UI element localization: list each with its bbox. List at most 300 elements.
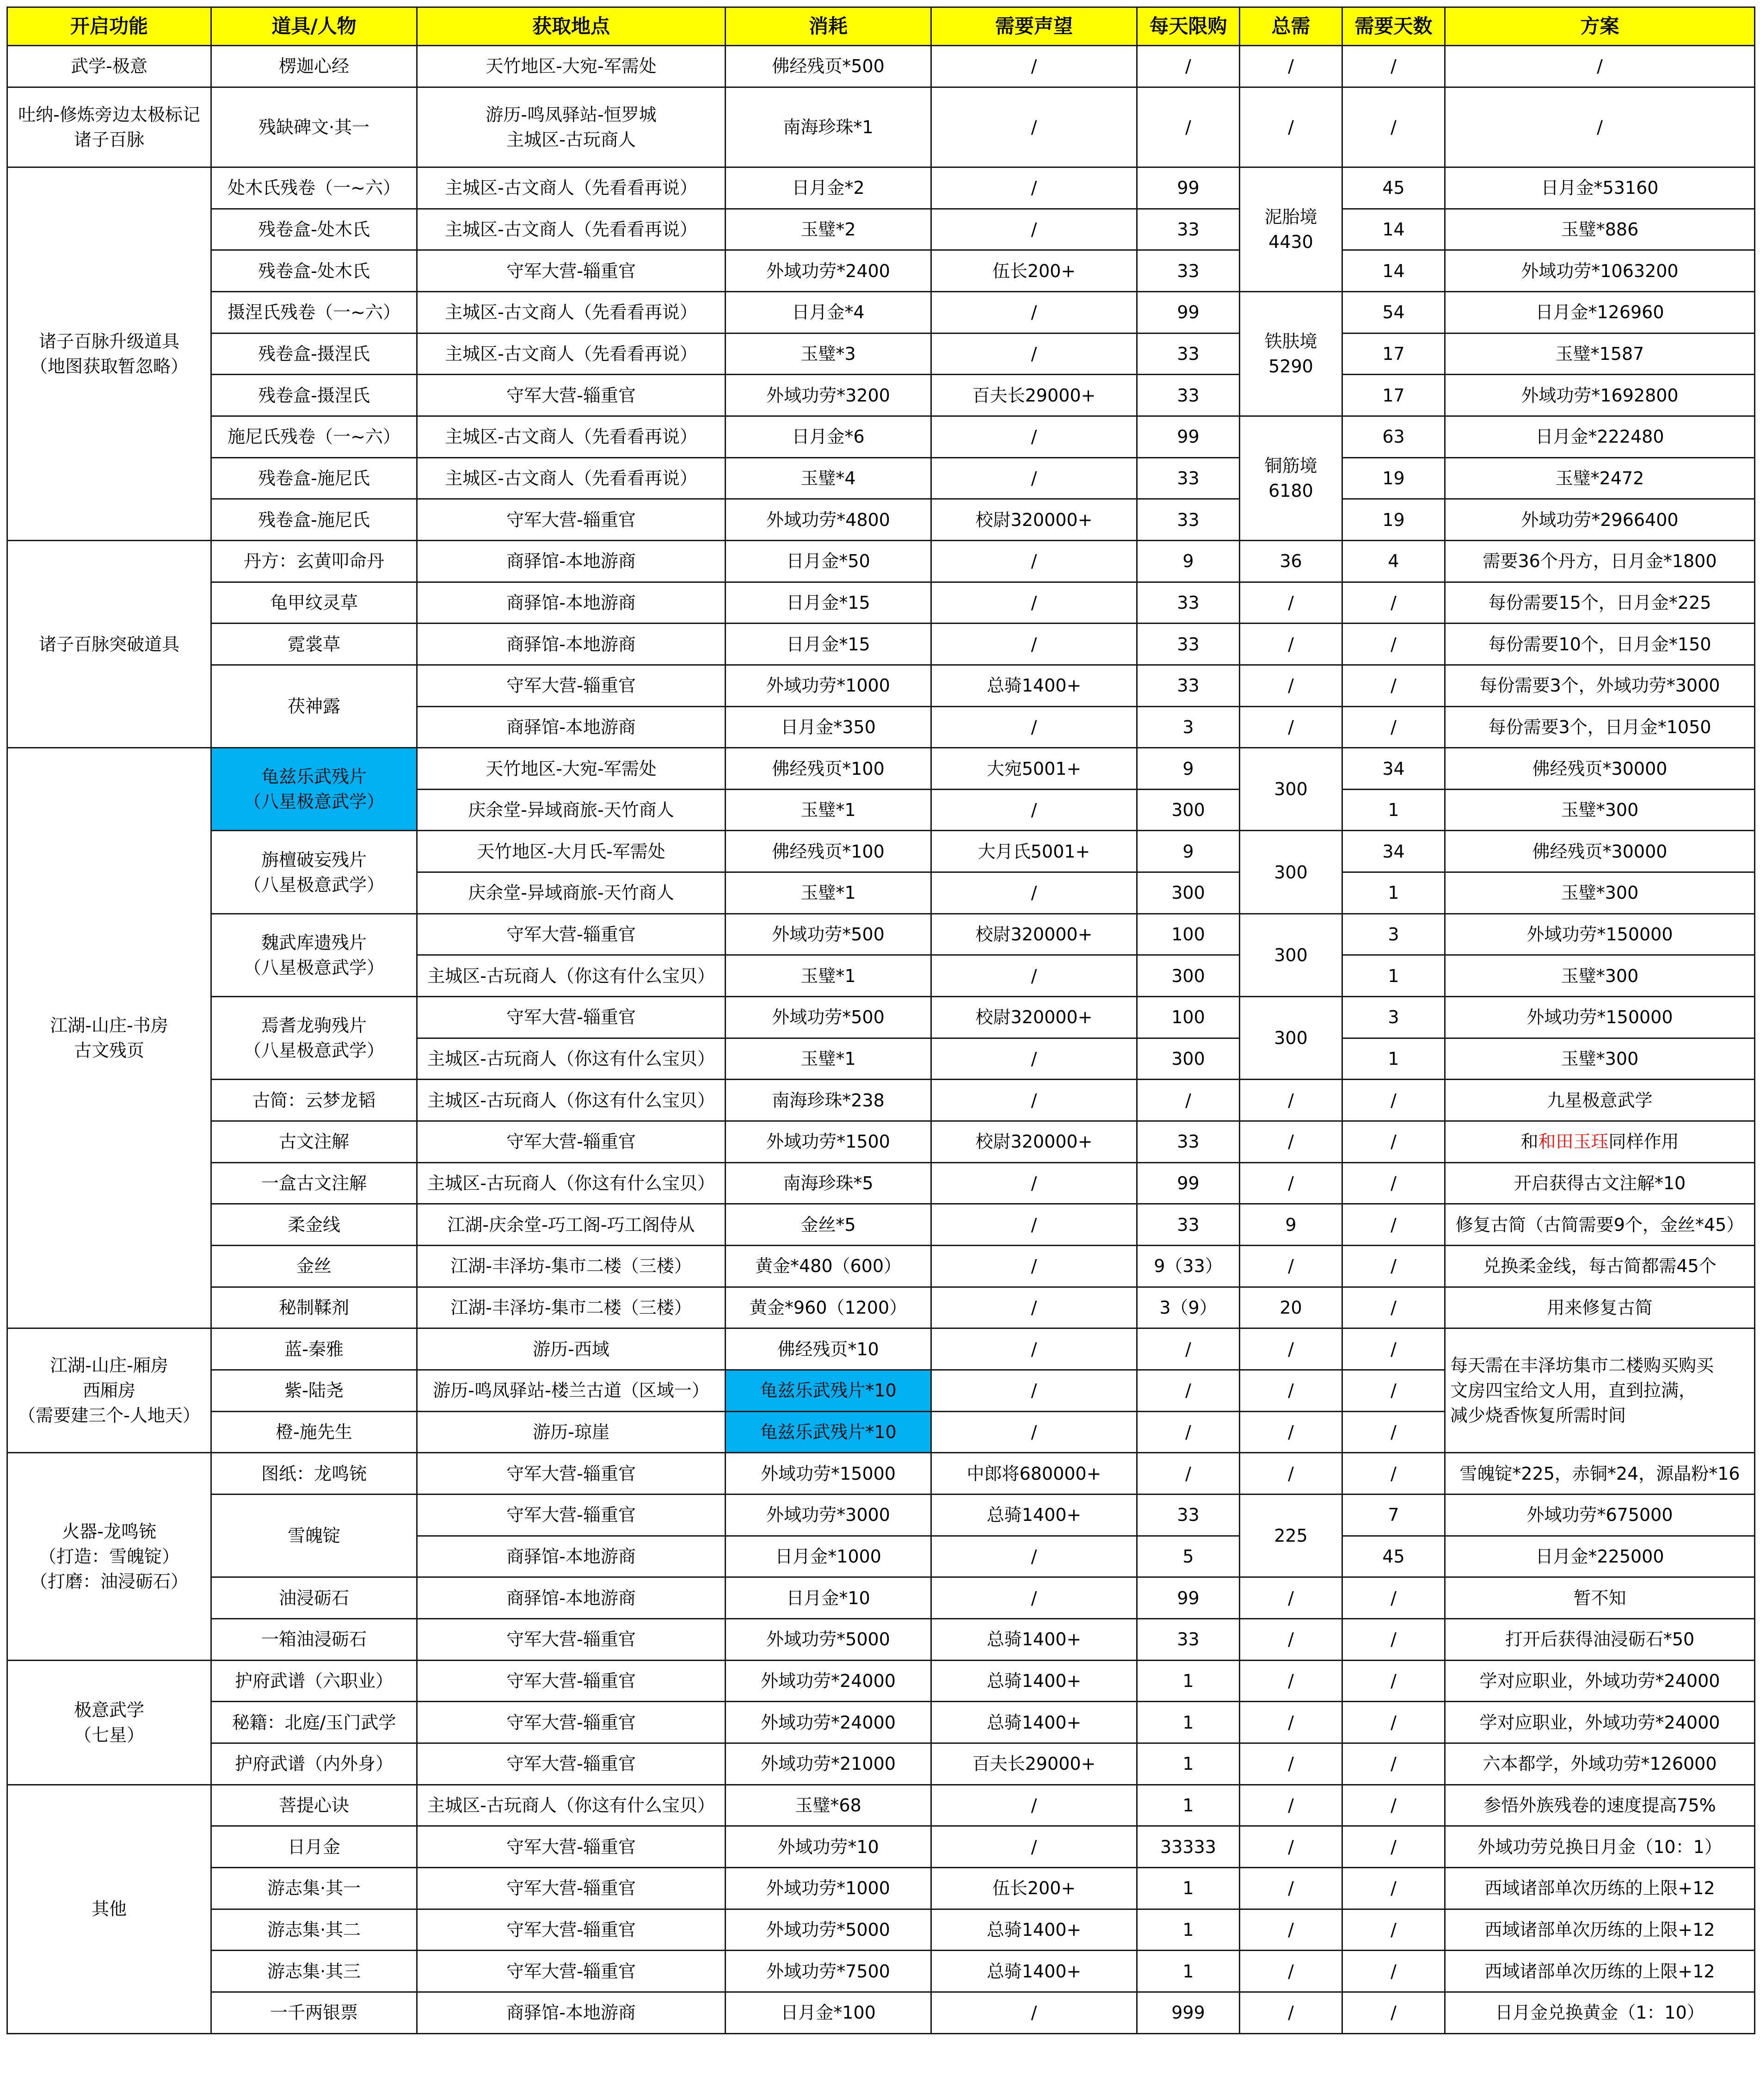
cell[interactable]: / [931, 1992, 1137, 2033]
cell[interactable]: 33 [1137, 333, 1240, 375]
cell[interactable]: / [1342, 1162, 1445, 1204]
cell[interactable]: / [1240, 1992, 1342, 2033]
cell[interactable]: 主城区-古玩商人（你这有什么宝贝） [417, 1162, 726, 1204]
cell[interactable]: 庆余堂-异域商旅-天竹商人 [417, 872, 726, 914]
cell[interactable]: 佛经残页*10 [726, 1328, 931, 1370]
cell[interactable]: 金丝*5 [726, 1204, 931, 1246]
cell[interactable]: 外域功劳*10 [726, 1826, 931, 1868]
cell[interactable]: 佛经残页*30000 [1445, 748, 1755, 790]
cell[interactable]: / [931, 1411, 1137, 1453]
cell[interactable]: 守军大营-辎重官 [417, 1702, 726, 1743]
cell[interactable]: 游志集·其二 [211, 1909, 417, 1951]
cell[interactable]: / [1240, 1867, 1342, 1909]
cell[interactable]: 学对应职业，外域功劳*24000 [1445, 1660, 1755, 1702]
cell[interactable]: / [1240, 1246, 1342, 1287]
cell[interactable]: 5 [1137, 1536, 1240, 1577]
cell[interactable]: 34 [1342, 748, 1445, 790]
cell[interactable]: 校尉320000+ [931, 997, 1137, 1038]
cell[interactable]: 游历-鸣凤驿站-恒罗城 主城区-古玩商人 [417, 87, 726, 167]
cell[interactable]: 雪魄锭*225，赤铜*24，源晶粉*16 [1445, 1453, 1755, 1495]
cell[interactable]: / [931, 540, 1137, 582]
cell[interactable]: 每份需要10个，日月金*150 [1445, 624, 1755, 665]
cell[interactable]: 佛经残页*100 [726, 748, 931, 790]
cell[interactable]: 4 [1342, 540, 1445, 582]
cell[interactable]: 99 [1137, 416, 1240, 457]
cell[interactable]: 日月金*126960 [1445, 291, 1755, 333]
cell[interactable]: 1 [1342, 1038, 1445, 1080]
cell[interactable]: 外域功劳*7500 [726, 1951, 931, 1992]
cell[interactable]: 兑换柔金线，每古简都需45个 [1445, 1246, 1755, 1287]
cell[interactable]: 9（33） [1137, 1246, 1240, 1287]
cell[interactable]: / [1240, 1660, 1342, 1702]
cell[interactable]: 游志集·其一 [211, 1867, 417, 1909]
cell[interactable]: / [931, 1038, 1137, 1080]
cell[interactable]: 300 [1137, 1038, 1240, 1080]
cell[interactable]: 守军大营-辎重官 [417, 1660, 726, 1702]
cell[interactable]: / [1342, 1246, 1445, 1287]
cell[interactable]: 外域功劳*24000 [726, 1660, 931, 1702]
cell[interactable]: / [931, 1370, 1137, 1412]
cell[interactable]: 33 [1137, 582, 1240, 624]
cell[interactable]: 玉璧*300 [1445, 872, 1755, 914]
cell[interactable]: 守军大营-辎重官 [417, 1951, 726, 1992]
cell[interactable]: / [1240, 1162, 1342, 1204]
cell[interactable]: / [931, 457, 1137, 499]
cell[interactable]: 九星极意武学 [1445, 1080, 1755, 1121]
cell[interactable]: 焉耆龙驹残片 （八星极意武学） [211, 997, 417, 1080]
cell[interactable]: 佛经残页*500 [726, 46, 931, 87]
cell[interactable]: 守军大营-辎重官 [417, 1618, 726, 1660]
cell[interactable]: 江湖-庆余堂-巧工阁-巧工阁侍从 [417, 1204, 726, 1246]
cell[interactable]: / [931, 87, 1137, 167]
group-cell[interactable]: 极意武学 （七星） [7, 1660, 211, 1785]
cell[interactable]: / [931, 1204, 1137, 1246]
cell[interactable]: 霓裳草 [211, 624, 417, 665]
cell[interactable]: 14 [1342, 250, 1445, 292]
cell[interactable]: 主城区-古文商人（先看看再说） [417, 291, 726, 333]
cell[interactable]: 3 [1342, 997, 1445, 1038]
cell[interactable]: 外域功劳兑换日月金（10：1） [1445, 1826, 1755, 1868]
cell[interactable]: / [1137, 1411, 1240, 1453]
cell[interactable]: 百夫长29000+ [931, 375, 1137, 416]
cell[interactable]: 暂不知 [1445, 1577, 1755, 1619]
cell[interactable]: 紫-陆尧 [211, 1370, 417, 1412]
total-cell[interactable]: 泥胎境 4430 [1240, 167, 1342, 291]
cell[interactable]: 南海珍珠*1 [726, 87, 931, 167]
col-header-plan[interactable]: 方案 [1445, 7, 1755, 46]
cell[interactable]: / [1240, 1453, 1342, 1495]
cell[interactable]: / [931, 46, 1137, 87]
cell[interactable]: 参悟外族残卷的速度提高75% [1445, 1785, 1755, 1826]
cell[interactable]: 茯神露 [211, 665, 417, 747]
cell[interactable]: / [1240, 1577, 1342, 1619]
cell[interactable]: / [1240, 1702, 1342, 1743]
cell[interactable]: 打开后获得油浸砺石*50 [1445, 1618, 1755, 1660]
cell[interactable]: / [1240, 1826, 1342, 1868]
cell[interactable]: / [931, 1246, 1137, 1287]
cell[interactable]: 学对应职业，外域功劳*24000 [1445, 1702, 1755, 1743]
cell[interactable]: 1 [1342, 872, 1445, 914]
cell[interactable]: 日月金*15 [726, 582, 931, 624]
cell[interactable]: 商驿馆-本地游商 [417, 1992, 726, 2033]
cell[interactable]: / [931, 333, 1137, 375]
plan-note-cell[interactable]: 每天需在丰泽坊集市二楼购买购买 文房四宝给文人用，直到拉满， 减少烧香恢复所需时间 [1445, 1328, 1755, 1453]
cell[interactable]: 1 [1137, 1702, 1240, 1743]
cell[interactable]: / [1342, 1826, 1445, 1868]
cell[interactable]: 1 [1137, 1909, 1240, 1951]
cell[interactable]: 日月金*4 [726, 291, 931, 333]
cell[interactable]: / [1342, 1618, 1445, 1660]
cell[interactable]: 日月金*6 [726, 416, 931, 457]
cell[interactable]: / [1240, 1121, 1342, 1163]
cell[interactable]: / [1137, 46, 1240, 87]
cell[interactable]: / [1342, 1577, 1445, 1619]
cell[interactable]: 玉璧*886 [1445, 209, 1755, 250]
cell[interactable]: 修复古简（古简需要9个，金丝*45） [1445, 1204, 1755, 1246]
cell[interactable]: 99 [1137, 1577, 1240, 1619]
cell[interactable]: 每份需要3个，日月金*1050 [1445, 706, 1755, 748]
cell[interactable]: 菩提心诀 [211, 1785, 417, 1826]
cell[interactable]: 校尉320000+ [931, 1121, 1137, 1163]
cell[interactable]: 33 [1137, 209, 1240, 250]
cell[interactable]: / [931, 291, 1137, 333]
cell[interactable]: 大月氏5001+ [931, 831, 1137, 872]
cell[interactable]: 总骑1400+ [931, 1909, 1137, 1951]
cell[interactable]: 外域功劳*5000 [726, 1909, 931, 1951]
cell[interactable]: 守军大营-辎重官 [417, 250, 726, 292]
cell[interactable]: 残卷盒-施尼氏 [211, 457, 417, 499]
cell[interactable]: 日月金*222480 [1445, 416, 1755, 457]
cell[interactable]: 33 [1137, 624, 1240, 665]
cell[interactable]: 商驿馆-本地游商 [417, 624, 726, 665]
cell[interactable]: 守军大营-辎重官 [417, 1453, 726, 1495]
cell[interactable]: 和和田玉珏同样作用 [1445, 1121, 1755, 1163]
cell[interactable]: 日月金兑换黄金（1：10） [1445, 1992, 1755, 2033]
cell[interactable]: / [1240, 706, 1342, 748]
cell[interactable]: 主城区-古玩商人（你这有什么宝贝） [417, 955, 726, 997]
cell[interactable]: 商驿馆-本地游商 [417, 1577, 726, 1619]
cell[interactable]: 守军大营-辎重官 [417, 499, 726, 541]
cell[interactable]: 总骑1400+ [931, 1618, 1137, 1660]
cell[interactable]: / [931, 872, 1137, 914]
group-cell[interactable]: 其他 [7, 1785, 211, 2033]
cell[interactable]: 伍长200+ [931, 1867, 1137, 1909]
highlighted-item-cell[interactable]: 龟兹乐武残片 （八星极意武学） [211, 748, 417, 831]
cell[interactable]: / [1137, 1328, 1240, 1370]
cell[interactable]: 45 [1342, 1536, 1445, 1577]
cell[interactable]: 34 [1342, 831, 1445, 872]
cell[interactable]: / [931, 1826, 1137, 1868]
cell[interactable]: 玉璧*3 [726, 333, 931, 375]
cell[interactable]: 9 [1137, 831, 1240, 872]
cell[interactable]: 楞迦心经 [211, 46, 417, 87]
cell[interactable]: 外域功劳*500 [726, 997, 931, 1038]
cell[interactable]: 用来修复古简 [1445, 1287, 1755, 1328]
cell[interactable]: 守军大营-辎重官 [417, 665, 726, 706]
cell[interactable]: 日月金*15 [726, 624, 931, 665]
cell[interactable]: 旃檀破妄残片 （八星极意武学） [211, 831, 417, 914]
cell[interactable]: / [1342, 1287, 1445, 1328]
cell[interactable]: 主城区-古文商人（先看看再说） [417, 457, 726, 499]
cell[interactable]: 古简：云梦龙韬 [211, 1080, 417, 1121]
cell[interactable]: 每份需要3个，外域功劳*3000 [1445, 665, 1755, 706]
cell[interactable]: / [1137, 1080, 1240, 1121]
cell[interactable]: 秘籍：北庭/玉门武学 [211, 1702, 417, 1743]
cell[interactable]: 100 [1137, 914, 1240, 955]
cell[interactable]: 1 [1342, 955, 1445, 997]
cell[interactable]: 南海珍珠*238 [726, 1080, 931, 1121]
cell[interactable]: 黄金*960（1200） [726, 1287, 931, 1328]
cell[interactable]: 外域功劳*1000 [726, 665, 931, 706]
cell[interactable]: 主城区-古玩商人（你这有什么宝贝） [417, 1038, 726, 1080]
cell[interactable]: / [931, 416, 1137, 457]
cell[interactable]: 主城区-古玩商人（你这有什么宝贝） [417, 1080, 726, 1121]
cell[interactable]: 99 [1137, 167, 1240, 209]
cell[interactable]: 999 [1137, 1992, 1240, 2033]
cell[interactable]: 33 [1137, 1204, 1240, 1246]
cell[interactable]: 33 [1137, 499, 1240, 541]
cell[interactable]: 100 [1137, 997, 1240, 1038]
cell[interactable]: / [1342, 1204, 1445, 1246]
cell[interactable]: 商驿馆-本地游商 [417, 1536, 726, 1577]
highlighted-cost-cell[interactable]: 龟兹乐武残片*10 [726, 1411, 931, 1453]
cell[interactable]: / [1240, 87, 1342, 167]
cell[interactable]: 300 [1137, 872, 1240, 914]
cell[interactable]: 雪魄锭 [211, 1494, 417, 1577]
cell[interactable]: 9 [1137, 748, 1240, 790]
cell[interactable]: 天竹地区-大宛-军需处 [417, 46, 726, 87]
cell[interactable]: 9 [1240, 1204, 1342, 1246]
group-cell[interactable]: 火器-龙鸣铳 （打造：雪魄锭） （打磨：油浸砺石） [7, 1453, 211, 1660]
cell[interactable]: / [1342, 1121, 1445, 1163]
cell[interactable]: 14 [1342, 209, 1445, 250]
cell[interactable]: 玉璧*1587 [1445, 333, 1755, 375]
cell[interactable]: 古文注解 [211, 1121, 417, 1163]
cell[interactable]: 7 [1342, 1494, 1445, 1536]
cell[interactable]: 龟甲纹灵草 [211, 582, 417, 624]
cell[interactable]: / [1342, 1785, 1445, 1826]
cell[interactable]: / [1240, 1743, 1342, 1785]
cell[interactable]: 日月金*350 [726, 706, 931, 748]
cell[interactable]: 西域诸部单次历练的上限+12 [1445, 1867, 1755, 1909]
col-header-days[interactable]: 需要天数 [1342, 7, 1445, 46]
total-cell[interactable]: 225 [1240, 1494, 1342, 1577]
cell[interactable]: / [1342, 1702, 1445, 1743]
cell[interactable]: / [1342, 1951, 1445, 1992]
cell[interactable]: 残卷盒-处木氏 [211, 209, 417, 250]
cell[interactable]: 33 [1137, 250, 1240, 292]
total-cell[interactable]: 铜筋境 6180 [1240, 416, 1342, 540]
cell[interactable]: 六本都学，外域功劳*126000 [1445, 1743, 1755, 1785]
cell[interactable]: / [931, 789, 1137, 831]
cell[interactable]: 橙-施先生 [211, 1411, 417, 1453]
cell[interactable]: 玉璧*2472 [1445, 457, 1755, 499]
cell[interactable]: / [1342, 1453, 1445, 1495]
cell[interactable]: 守军大营-辎重官 [417, 1121, 726, 1163]
cell[interactable]: 南海珍珠*5 [726, 1162, 931, 1204]
cell[interactable]: 残卷盒-处木氏 [211, 250, 417, 292]
cell[interactable]: 开启获得古文注解*10 [1445, 1162, 1755, 1204]
cell[interactable]: 总骑1400+ [931, 1494, 1137, 1536]
cell[interactable]: / [1342, 1370, 1445, 1412]
cell[interactable]: 54 [1342, 291, 1445, 333]
cell[interactable]: 一盒古文注解 [211, 1162, 417, 1204]
cell[interactable]: 油浸砺石 [211, 1577, 417, 1619]
cell[interactable]: 33 [1137, 1121, 1240, 1163]
cell[interactable]: 1 [1137, 1743, 1240, 1785]
cell[interactable]: 36 [1240, 540, 1342, 582]
cell[interactable]: / [1342, 1080, 1445, 1121]
cell[interactable]: / [1445, 87, 1755, 167]
cell[interactable]: 主城区-古玩商人（你这有什么宝贝） [417, 1785, 726, 1826]
cell[interactable]: / [931, 167, 1137, 209]
group-cell[interactable]: 诸子百脉升级道具 （地图获取暂忽略） [7, 167, 211, 540]
highlighted-cost-cell[interactable]: 龟兹乐武残片*10 [726, 1370, 931, 1412]
cell[interactable]: / [931, 1328, 1137, 1370]
cell[interactable]: / [1342, 582, 1445, 624]
cell[interactable]: 外域功劳*1000 [726, 1867, 931, 1909]
cell[interactable]: 校尉320000+ [931, 499, 1137, 541]
cell[interactable]: / [1240, 1370, 1342, 1412]
cell[interactable]: / [1240, 1618, 1342, 1660]
total-cell[interactable]: 铁肤境 5290 [1240, 291, 1342, 416]
cell[interactable]: 守军大营-辎重官 [417, 1743, 726, 1785]
cell[interactable]: / [1240, 1080, 1342, 1121]
cell[interactable]: 日月金*10 [726, 1577, 931, 1619]
cell[interactable]: 一箱油浸砺石 [211, 1618, 417, 1660]
cell[interactable]: 守军大营-辎重官 [417, 997, 726, 1038]
cell[interactable]: 33 [1137, 457, 1240, 499]
cell[interactable]: 20 [1240, 1287, 1342, 1328]
col-header-location[interactable]: 获取地点 [417, 7, 726, 46]
cell[interactable]: 施尼氏残卷（一~六） [211, 416, 417, 457]
total-cell[interactable]: 300 [1240, 831, 1342, 914]
cell[interactable]: 外域功劳*150000 [1445, 997, 1755, 1038]
cell[interactable]: 守军大营-辎重官 [417, 375, 726, 416]
cell[interactable]: 江湖-丰泽坊-集市二楼（三楼） [417, 1246, 726, 1287]
cell[interactable]: 游志集·其三 [211, 1951, 417, 1992]
total-cell[interactable]: 300 [1240, 997, 1342, 1080]
cell[interactable]: 残卷盒-摄涅氏 [211, 333, 417, 375]
cell[interactable]: 蓝-秦雅 [211, 1328, 417, 1370]
cell[interactable]: 外域功劳*675000 [1445, 1494, 1755, 1536]
cell[interactable]: 柔金线 [211, 1204, 417, 1246]
cell[interactable]: 外域功劳*15000 [726, 1453, 931, 1495]
cell[interactable]: 99 [1137, 291, 1240, 333]
cell[interactable]: 300 [1137, 789, 1240, 831]
cell[interactable]: / [1342, 1867, 1445, 1909]
cell[interactable]: 玉璧*1 [726, 1038, 931, 1080]
cell[interactable]: 33333 [1137, 1826, 1240, 1868]
cell[interactable]: / [931, 1080, 1137, 1121]
cell[interactable]: 守军大营-辎重官 [417, 1867, 726, 1909]
cell[interactable]: 每份需要15个，日月金*225 [1445, 582, 1755, 624]
cell[interactable]: / [931, 1287, 1137, 1328]
cell[interactable]: 日月金*100 [726, 1992, 931, 2033]
cell[interactable]: 19 [1342, 499, 1445, 541]
cell[interactable]: 外域功劳*1692800 [1445, 375, 1755, 416]
cell[interactable]: 游历-西域 [417, 1328, 726, 1370]
cell[interactable]: 玉璧*68 [726, 1785, 931, 1826]
cell[interactable]: 1 [1137, 1785, 1240, 1826]
total-cell[interactable]: 300 [1240, 748, 1342, 831]
cell[interactable]: 丹方：玄黄叩命丹 [211, 540, 417, 582]
cell[interactable]: 33 [1137, 665, 1240, 706]
cell[interactable]: 3 [1342, 914, 1445, 955]
cell[interactable]: 图纸：龙鸣铳 [211, 1453, 417, 1495]
cell[interactable]: 33 [1137, 375, 1240, 416]
cell[interactable]: 守军大营-辎重官 [417, 914, 726, 955]
cell[interactable]: 商驿馆-本地游商 [417, 706, 726, 748]
cell[interactable]: 护府武谱（六职业） [211, 1660, 417, 1702]
cell[interactable]: / [931, 706, 1137, 748]
cell[interactable]: / [1445, 46, 1755, 87]
cell[interactable]: 大宛5001+ [931, 748, 1137, 790]
cell[interactable]: 外域功劳*21000 [726, 1743, 931, 1785]
cell[interactable]: / [1342, 624, 1445, 665]
cell[interactable]: 需要36个丹方，日月金*1800 [1445, 540, 1755, 582]
cell[interactable]: 外域功劳*5000 [726, 1618, 931, 1660]
cell[interactable]: / [1137, 1370, 1240, 1412]
cell[interactable]: 外域功劳*1500 [726, 1121, 931, 1163]
cell[interactable]: 西域诸部单次历练的上限+12 [1445, 1909, 1755, 1951]
cell[interactable]: 玉璧*4 [726, 457, 931, 499]
cell[interactable]: 摄涅氏残卷（一~六） [211, 291, 417, 333]
cell[interactable]: 300 [1137, 955, 1240, 997]
cell[interactable]: 守军大营-辎重官 [417, 1826, 726, 1868]
col-header-reputation[interactable]: 需要声望 [931, 7, 1137, 46]
cell[interactable]: 1 [1137, 1660, 1240, 1702]
cell[interactable]: / [1240, 1951, 1342, 1992]
cell[interactable]: 9 [1137, 540, 1240, 582]
cell[interactable]: 1 [1137, 1867, 1240, 1909]
cell[interactable]: 外域功劳*500 [726, 914, 931, 955]
cell[interactable]: 主城区-古文商人（先看看再说） [417, 209, 726, 250]
cell[interactable]: 外域功劳*3000 [726, 1494, 931, 1536]
cell[interactable]: 日月金*50 [726, 540, 931, 582]
cell[interactable]: / [1342, 1411, 1445, 1453]
cell[interactable]: 外域功劳*1063200 [1445, 250, 1755, 292]
cell[interactable]: 玉璧*300 [1445, 1038, 1755, 1080]
cell[interactable]: 商驿馆-本地游商 [417, 540, 726, 582]
cell[interactable]: 主城区-古文商人（先看看再说） [417, 416, 726, 457]
cell[interactable]: 护府武谱（内外身） [211, 1743, 417, 1785]
col-header-total[interactable]: 总需 [1240, 7, 1342, 46]
cell[interactable]: 日月金*53160 [1445, 167, 1755, 209]
cell[interactable]: 总骑1400+ [931, 665, 1137, 706]
cell[interactable]: / [931, 582, 1137, 624]
cell[interactable]: 校尉320000+ [931, 914, 1137, 955]
cell[interactable]: 商驿馆-本地游商 [417, 582, 726, 624]
group-cell[interactable]: 诸子百脉突破道具 [7, 540, 211, 747]
cell[interactable]: / [1342, 1909, 1445, 1951]
cell[interactable]: / [931, 955, 1137, 997]
cell[interactable]: / [1342, 87, 1445, 167]
cell[interactable]: 33 [1137, 1618, 1240, 1660]
cell[interactable]: 西域诸部单次历练的上限+12 [1445, 1951, 1755, 1992]
cell[interactable]: 游历-琼崖 [417, 1411, 726, 1453]
cell[interactable]: 1 [1342, 789, 1445, 831]
cell[interactable]: / [1137, 87, 1240, 167]
cell[interactable]: 金丝 [211, 1246, 417, 1287]
cell[interactable]: 外域功劳*2966400 [1445, 499, 1755, 541]
col-header-daily-limit[interactable]: 每天限购 [1137, 7, 1240, 46]
cell[interactable]: 游历-鸣凤驿站-楼兰古道（区域一） [417, 1370, 726, 1412]
cell[interactable]: 天竹地区-大月氏-军需处 [417, 831, 726, 872]
cell[interactable]: 主城区-古文商人（先看看再说） [417, 167, 726, 209]
cell[interactable]: 总骑1400+ [931, 1702, 1137, 1743]
cell[interactable]: 日月金 [211, 1826, 417, 1868]
